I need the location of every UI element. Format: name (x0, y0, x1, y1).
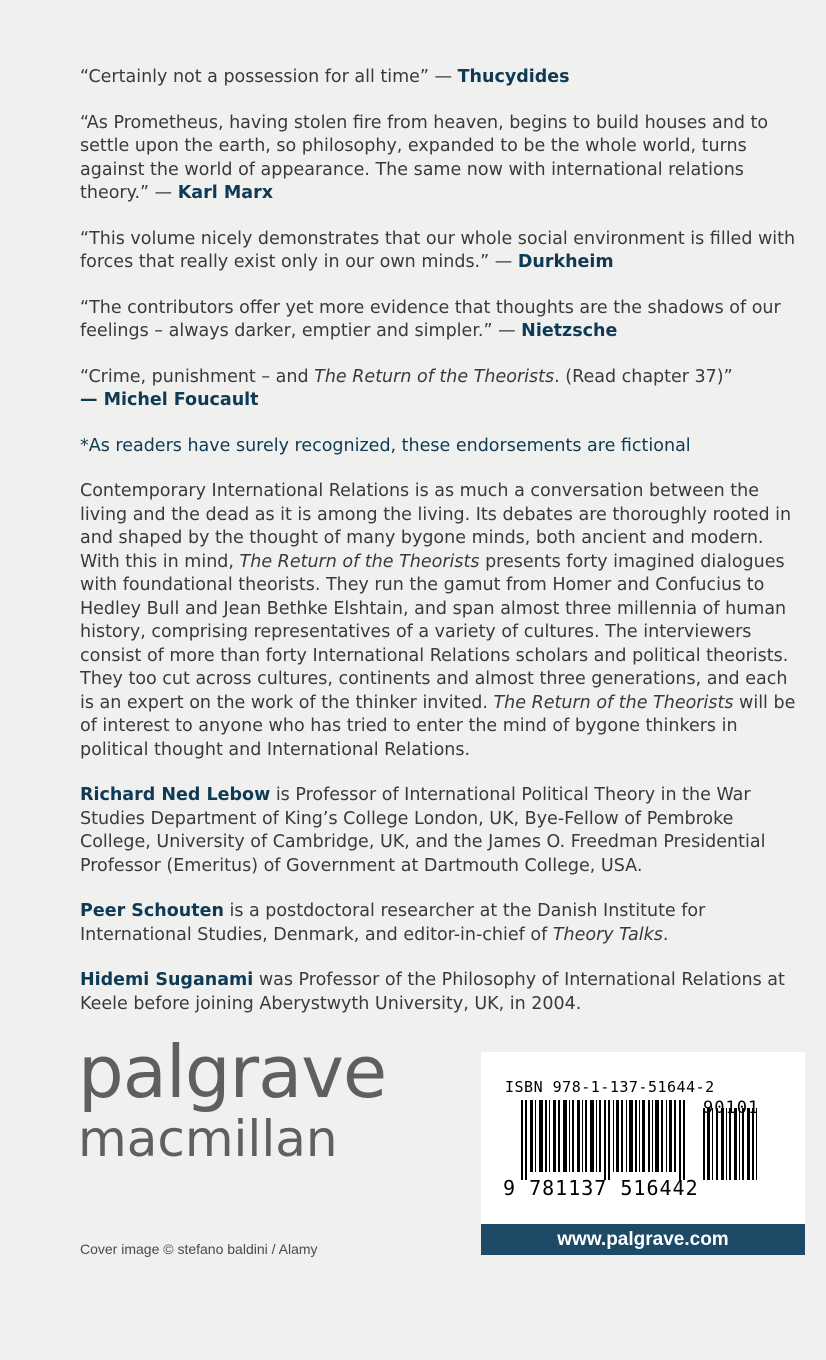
book-title: The Return of the Theorists (493, 692, 734, 713)
logo-line-palgrave: palgrave (78, 1030, 387, 1114)
quote-author: Nietzsche (521, 321, 618, 341)
bio-text: is a postdoctoral researcher at the Danish Institute for International Studies, Denmark, and editor-in-chief of (80, 901, 706, 945)
quote-foucault (80, 366, 806, 413)
quote-text: . (Read chapter 37)” (554, 366, 733, 387)
description-text: presents forty imagined dialogues with foundational theorists. They run the gamut from Homer and Confucius to Hedley Bull and Jean Bethke Elshtain, and span almost three millennia of human history, comprising representatives of a variety of cultures. The interviewers consist of more than forty International Relations scholars and political theorists. They too cut across cultures, continents and almost three generations, and each is an expert on the work of the thinker invited. (80, 551, 789, 713)
quote-text: “Crime, punishment – and (80, 366, 315, 387)
isbn-label: ISBN 978-1-137-51644-2 (505, 1078, 715, 1096)
bio-lebow (80, 784, 806, 878)
quote-thucydides (80, 66, 806, 90)
barcode-block (481, 1052, 805, 1224)
author-name: Richard Ned Lebow (80, 785, 271, 805)
cover-image-credit: Cover image © stefano baldini / Alamy (80, 1241, 318, 1257)
quote-durkheim (80, 228, 806, 275)
description-text: Contemporary International Relations is as much a conversation between the living and the dead as it is among the living. Its debates are thoroughly rooted in and shaped by the thought of many bygone minds, both ancient and modern. With this in mind, (80, 481, 792, 572)
author-name: Hidemi Suganami (80, 970, 254, 990)
author-name: Peer Schouten (80, 901, 224, 921)
quote-author: — Michel Foucault (80, 390, 259, 410)
quote-author: Durkheim (517, 252, 614, 272)
quote-author: Thucydides (457, 67, 570, 87)
journal-title: Theory Talks (552, 924, 663, 945)
description-text: will be of interest to anyone who has tried to enter the mind of bygone thinkers in political thought and International Relations. (80, 692, 796, 760)
book-title: The Return of the Theorists (314, 366, 555, 387)
disclaimer: *As readers have surely recognized, these endorsements are fictional (80, 435, 691, 456)
logo-line-macmillan: macmillan (78, 1110, 338, 1168)
publisher-logo (78, 1030, 387, 1168)
bio-text: . (662, 924, 669, 945)
publisher-url: www.palgrave.com (481, 1224, 805, 1255)
description (80, 480, 806, 762)
bio-text: is Professor of International Political Theory in the War Studies Department of King’s College London, UK, Bye-Fellow of Pembroke College, University of Cambridge, UK, and the James O. Freedman Presidential Professor (Emeritus) of Government at Dartmouth College, USA. (80, 785, 766, 876)
book-title: The Return of the Theorists (239, 551, 480, 572)
quote-nietzsche (80, 297, 806, 344)
barcode-digits: 9 781137 516442 (503, 1176, 699, 1200)
quote-text: “Certainly not a possession for all time” — (80, 67, 458, 87)
bio-schouten (80, 900, 806, 947)
quote-text: “This volume nicely demonstrates that our whole social environment is filled with forces that really exist only in our own minds.” — (80, 228, 796, 272)
bio-suganami (80, 969, 806, 1016)
quote-author: Karl Marx (177, 183, 273, 203)
back-cover-text (80, 66, 806, 1038)
quote-text: “The contributors offer yet more evidence that thoughts are the shadows of our feelings – always darker, emptier and simpler.” — (80, 297, 781, 341)
bio-text: was Professor of the Philosophy of International Relations at Keele before joining Aberystwyth University, UK, in 2004. (80, 970, 785, 1014)
quote-marx (80, 112, 806, 206)
barcode-addon-digits: 90101 (703, 1098, 760, 1118)
quote-text: “As Prometheus, having stolen fire from heaven, begins to build houses and to settle upon the earth, so philosophy, expanded to be the whole world, turns against the world of appearance. The same now with international relations theory.” — (80, 112, 769, 203)
